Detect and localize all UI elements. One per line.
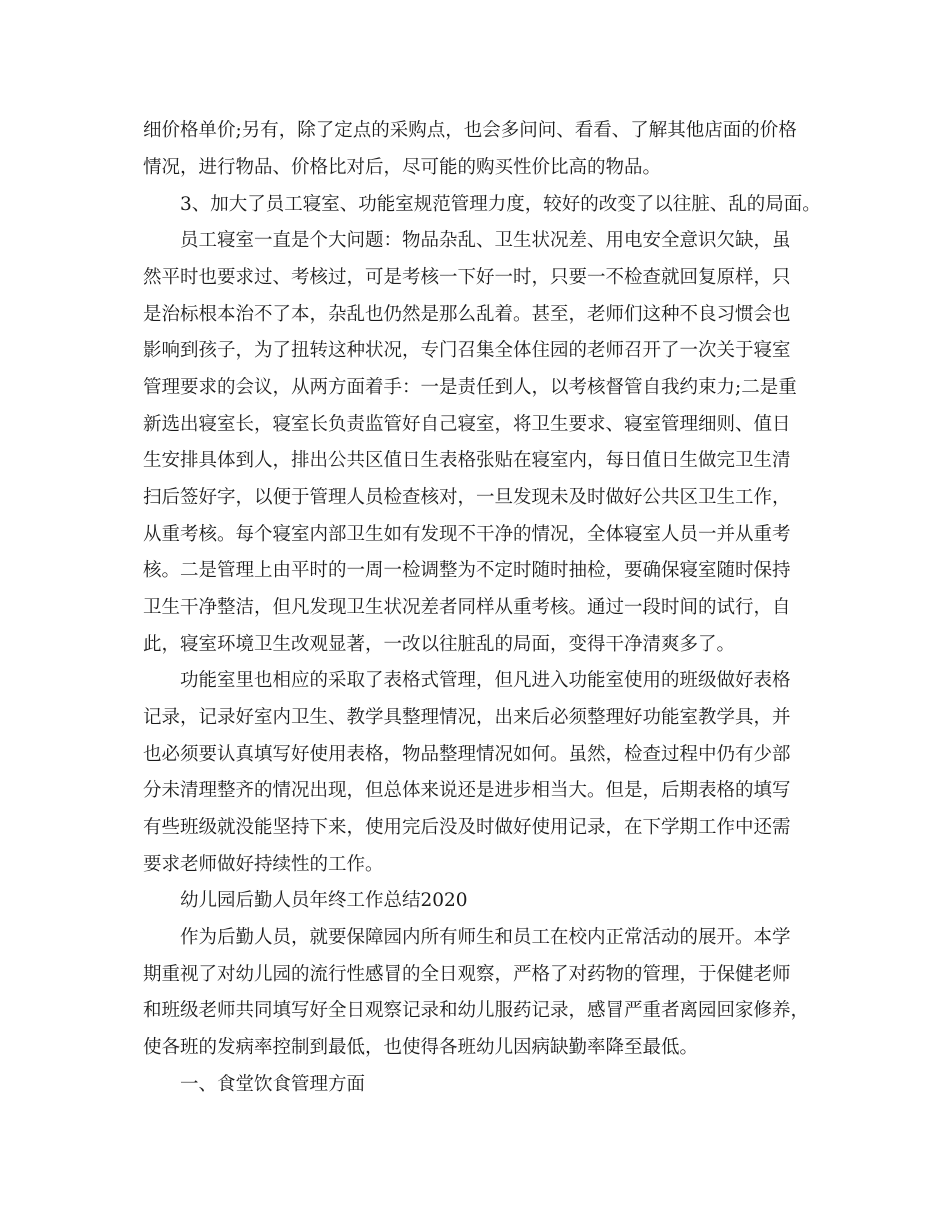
text-line: 核。二是管理上由平时的一周一检调整为不定时随时抽检，要确保寝室随时保持 [143,560,791,581]
text-line: 影响到孩子，为了扭转这种状况，专门召集全体住园的老师召开了一次关于寝室 [143,340,791,361]
text-line: 要求老师做好持续性的工作。 [143,854,384,875]
section-heading: 一、食堂饮食管理方面 [180,1074,366,1095]
text-line: 有些班级就没能坚持下来，使用完后没及时做好使用记录，在下学期工作中还需 [143,817,791,838]
text-line: 使各班的发病率控制到最低，也使得各班幼儿因病缺勤率降至最低。 [143,1037,699,1058]
text-line: 从重考核。每个寝室内部卫生如有发现不干净的情况，全体寝室人员一并从重考 [143,524,791,545]
text-line: 分未清理整齐的情况出现，但总体来说还是进步相当大。但是，后期表格的填写 [143,780,791,801]
text-line: 新选出寝室长，寝室长负责监管好自己寝室，将卫生要求、寝室管理细则、值日 [143,414,791,435]
text-line: 功能室里也相应的采取了表格式管理，但凡进入功能室使用的班级做好表格 [180,670,791,691]
section-heading: 幼儿园后勤人员年终工作总结2020 [180,890,468,911]
text-line: 扫后签好字，以便于管理人员检查核对，一旦发现未及时做好公共区卫生工作， [143,487,791,508]
text-line: 也必须要认真填写好使用表格，物品整理情况如何。虽然，检查过程中仍有少部 [143,744,791,765]
text-line: 记录，记录好室内卫生、教学具整理情况，出来后必须整理好功能室教学具，并 [143,707,791,728]
text-line: 细价格单价;另有，除了定点的采购点，也会多问问、看看、了解其他店面的价格 [143,120,797,141]
text-line: 管理要求的会议，从两方面着手：一是责任到人，以考核督管自我约束力;二是重 [143,377,797,398]
text-line: 此，寝室环境卫生改观显著，一改以往脏乱的局面，变得干净清爽多了。 [143,634,736,655]
text-line: 情况，进行物品、价格比对后，尽可能的购买性价比高的物品。 [143,157,662,178]
text-line: 是治标根本治不了本，杂乱也仍然是那么乱着。甚至，老师们这种不良习惯会也 [143,304,791,325]
text-line: 和班级老师共同填写好全日观察记录和幼儿服药记录，感冒严重者离园回家修养， [143,1000,810,1021]
text-line: 员工寝室一直是个大问题：物品杂乱、卫生状况差、用电安全意识欠缺，虽 [180,230,791,251]
text-line: 生安排具体到人，排出公共区值日生表格张贴在寝室内，每日值日生做完卫生清 [143,450,791,471]
text-line: 然平时也要求过、考核过，可是考核一下好一时，只要一不检查就回复原样，只 [143,267,791,288]
text-line: 作为后勤人员，就要保障园内所有师生和员工在校内正常活动的展开。本学 [180,927,791,948]
text-line: 3、加大了员工寝室、功能室规范管理力度，较好的改变了以往脏、乱的局面。 [180,194,821,215]
text-line: 卫生干净整洁，但凡发现卫生状况差者同样从重考核。通过一段时间的试行，自 [143,597,791,618]
text-line: 期重视了对幼儿园的流行性感冒的全日观察，严格了对药物的管理，于保健老师 [143,964,791,985]
